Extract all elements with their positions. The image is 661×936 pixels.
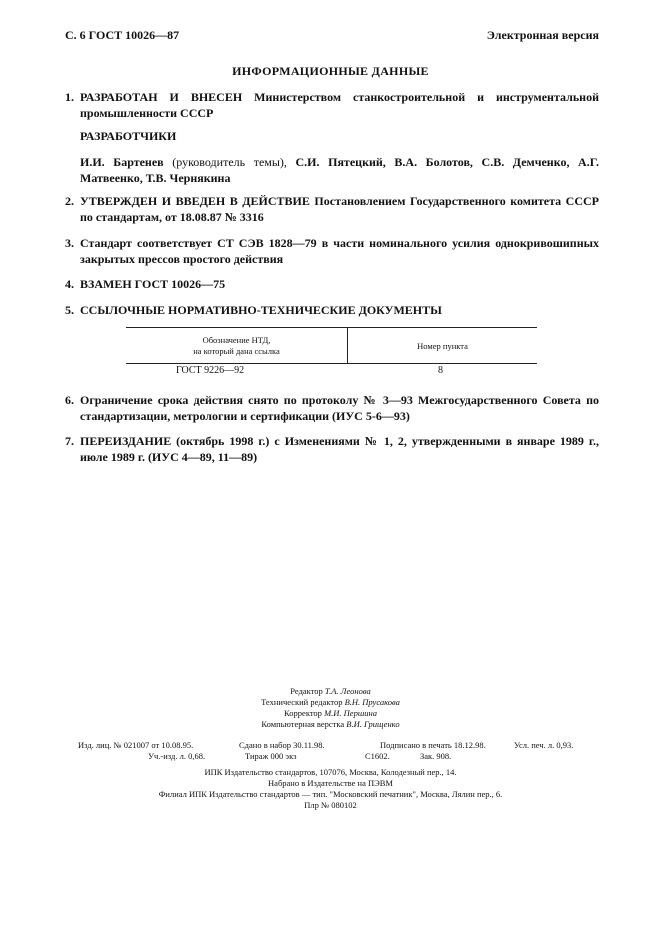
imprint-label: Технический редактор <box>261 697 343 707</box>
imprint-print-sheets: Усл. печ. л. 0,93. <box>514 740 574 750</box>
info-item-6 <box>65 392 599 426</box>
header-line: на который дана ссылка <box>193 346 280 356</box>
imprint-code: С1602. <box>365 751 390 761</box>
imprint-print-run: Тираж 000 экз <box>245 751 297 761</box>
table-top-rule <box>126 327 537 328</box>
reference-table <box>126 327 537 377</box>
item-number: 3. <box>65 236 74 250</box>
imprint-plr: Плр № 080102 <box>304 800 357 810</box>
item-text: ССЫЛОЧНЫЕ НОРМАТИВНО-ТЕХНИЧЕСКИЕ ДОКУМЕНТЫ <box>80 303 442 317</box>
developer-names: С.И. Пятецкий, В.А. Болотов, С.В. Демченко, А.Г. Матвеенко, Т.В. Чернякина <box>80 155 599 185</box>
info-item-5 <box>65 302 599 318</box>
imprint-tech-editor <box>0 697 661 708</box>
item-number: 6. <box>65 393 74 407</box>
table-header-rule <box>126 363 537 364</box>
item-text: РАЗРАБОТАН И ВНЕСЕН Министерством станкостроительной и инструментальной промышленности СССР <box>80 90 599 120</box>
imprint-label: Корректор <box>284 708 322 718</box>
table-header-clause: Номер пункта <box>417 341 468 351</box>
imprint-pub-sheets: Уч.-изд. л. 0,68. <box>148 751 206 761</box>
imprint-name: М.И. Першина <box>324 708 377 718</box>
imprint-label: Компьютерная верстка <box>261 719 345 729</box>
item-number: 1. <box>65 90 74 104</box>
imprint-label: Редактор <box>290 686 323 696</box>
table-cell-clause: 8 <box>438 365 443 376</box>
info-item-3 <box>65 235 599 269</box>
item-text: ПЕРЕИЗДАНИЕ (октябрь 1998 г.) с Изменениями № 1, 2, утвержденными в январе 1989 г., июле 1989 г. (ИУС 4—89, 11—89) <box>80 434 599 464</box>
imprint-name: В.Н. Прусакова <box>344 697 400 707</box>
info-item-2 <box>65 193 599 227</box>
imprint-layout <box>0 719 661 730</box>
table-header-designation <box>126 335 347 357</box>
info-item-7 <box>65 433 599 467</box>
item-text: Стандарт соответствует СТ СЭВ 1828—79 в части номинального усилия однокривошипных закрытых прессов простого действия <box>80 236 599 266</box>
item-number: 4. <box>65 277 74 291</box>
imprint-name: В.И. Грищенко <box>346 719 400 729</box>
imprint-license: Изд. лиц. № 021007 от 10.08.95. <box>78 740 194 750</box>
imprint-order: Зак. 908. <box>420 751 452 761</box>
imprint-corrector <box>0 708 661 719</box>
table-cell-document: ГОСТ 9226—92 <box>176 365 245 376</box>
developers-heading: РАЗРАБОТЧИКИ <box>80 129 177 143</box>
info-item-1 <box>65 89 599 123</box>
imprint-editor <box>0 686 661 697</box>
imprint-publisher: ИПК Издательство стандартов, 107076, Москва, Колодезный пер., 14. <box>204 767 457 777</box>
item-number: 7. <box>65 434 74 448</box>
item-text: Ограничение срока действия снято по протоколу № 3—93 Межгосударственного Совета по стандартизации, метрологии и сертификации (ИУС 5-6—93) <box>80 393 599 423</box>
page-header-right: Электронная версия <box>486 28 599 42</box>
developers-list <box>80 154 599 186</box>
item-text: ВЗАМЕН ГОСТ 10026—75 <box>80 277 226 291</box>
item-text: УТВЕРЖДЕН И ВВЕДЕН В ДЕЙСТВИЕ Постановлением Государственного комитета СССР по стандартам, от 18.08.87 № 3316 <box>80 194 599 224</box>
page-header-left: С. 6 ГОСТ 10026—87 <box>65 28 180 42</box>
imprint-name: Т.А. Леонова <box>324 686 371 696</box>
imprint-typeset-date: Сдано в набор 30.11.98. <box>239 740 325 750</box>
imprint-print-date: Подписано в печать 18.12.98. <box>380 740 486 750</box>
section-title: ИНФОРМАЦИОННЫЕ ДАННЫЕ <box>232 64 429 78</box>
developer-lead: И.И. Бартенев <box>80 155 164 169</box>
item-number: 2. <box>65 194 74 208</box>
info-item-4 <box>65 276 599 292</box>
header-line: Обозначение НТД, <box>202 335 271 345</box>
imprint-typesetting: Набрано в Издательстве на ПЭВМ <box>268 778 393 788</box>
developer-role: (руководитель темы), <box>163 155 296 169</box>
item-number: 5. <box>65 303 74 317</box>
imprint-printer: Филиал ИПК Издательство стандартов — тип. "Московский печатник", Москва, Лялин пер., 6. <box>158 789 503 799</box>
